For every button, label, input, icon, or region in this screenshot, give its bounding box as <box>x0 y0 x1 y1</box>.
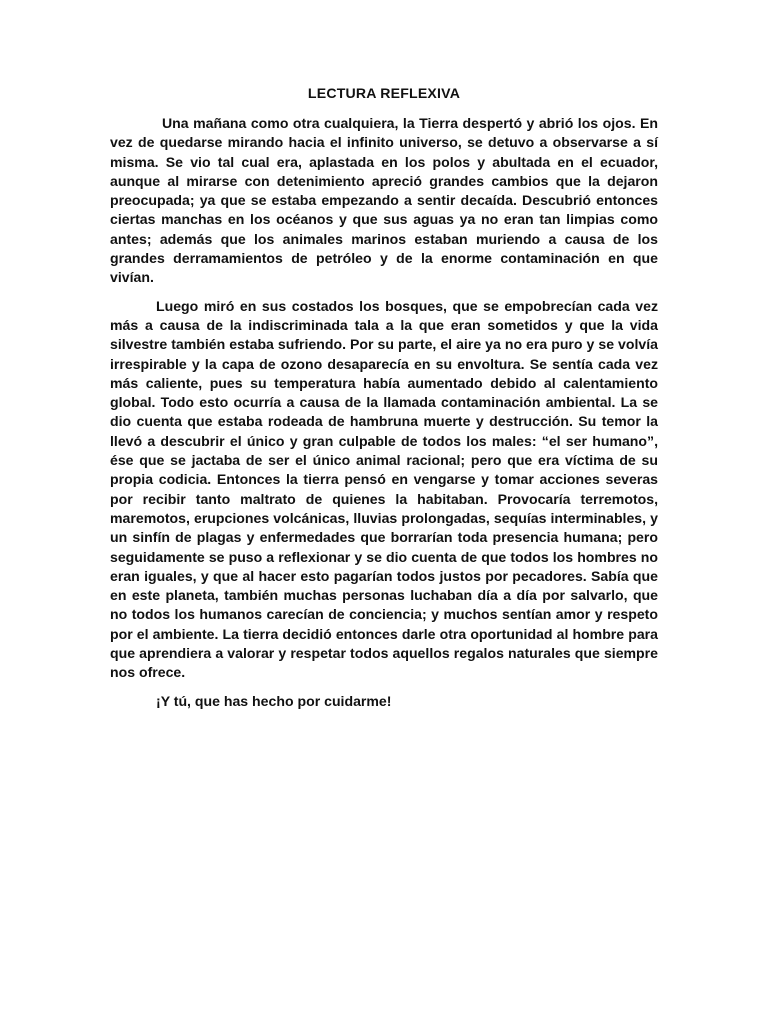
paragraph-1: Una mañana como otra cualquiera, la Tierra despertó y abrió los ojos. En vez de quedarse mirando hacia el infinito universo, se detuvo a observarse a sí misma. Se vio tal cual era, aplastada en los polos y abultada en el ecuador, aunque al mirarse con detenimiento apreció grandes cambios que la dejaron preocupada; ya que se estaba empezando a sentir decaída. Descubrió entonces ciertas manchas en los océanos y que sus aguas ya no eran tan limpias como antes; además que los animales marinos estaban muriendo a causa de los grandes derramamientos de petróleo y de la enorme contaminación en que vivían. <box>110 115 658 286</box>
document-body <box>110 82 658 711</box>
document-title: LECTURA REFLEXIVA <box>307 85 461 101</box>
paragraph-2: Luego miró en sus costados los bosques, que se empobrecían cada vez más a causa de la indiscriminada tala a la que eran sometidos y que la vida silvestre también estaba sufriendo. Por su parte, el aire ya no era puro y se volvía irrespirable y la capa de ozono desaparecía en su envoltura. Se sentía cada vez más caliente, pues su temperatura había aumentado debido al calentamiento global. Todo esto ocurría a causa de la llamada contaminación ambiental. La se dio cuenta que estaba rodeada de hambruna muerte y destrucción. Su temor la llevó a descubrir el único y gran culpable de todos los males: “el ser humano”, ése que se jactaba de ser el único animal racional; pero que era víctima de su propia codicia. Entonces la tierra pensó en vengarse y tomar acciones severas por recibir tanto maltrato de quienes la habitaban. Provocaría terremotos, maremotos, erupciones volcánicas, lluvias prolongadas, sequías interminables, y un sinfín de plagas y enfermedades que borrarían toda presencia humana; pero seguidamente se puso a reflexionar y se dio cuenta de que todos los hombres no eran iguales, y que al hacer esto pagarían todos justos por pecadores. Sabía que en este planeta, también muchas personas luchaban día a día por salvarlo, que no todos los humanos carecían de conciencia; y muchos sentían amor y respeto por el ambiente. La tierra decidió entonces darle otra oportunidad al hombre para que aprendiera a valorar y respetar todos aquellos regalos naturales que siempre nos ofrece. <box>110 297 658 681</box>
closing-question: ¡Y tú, que has hecho por cuidarme! <box>156 692 392 709</box>
